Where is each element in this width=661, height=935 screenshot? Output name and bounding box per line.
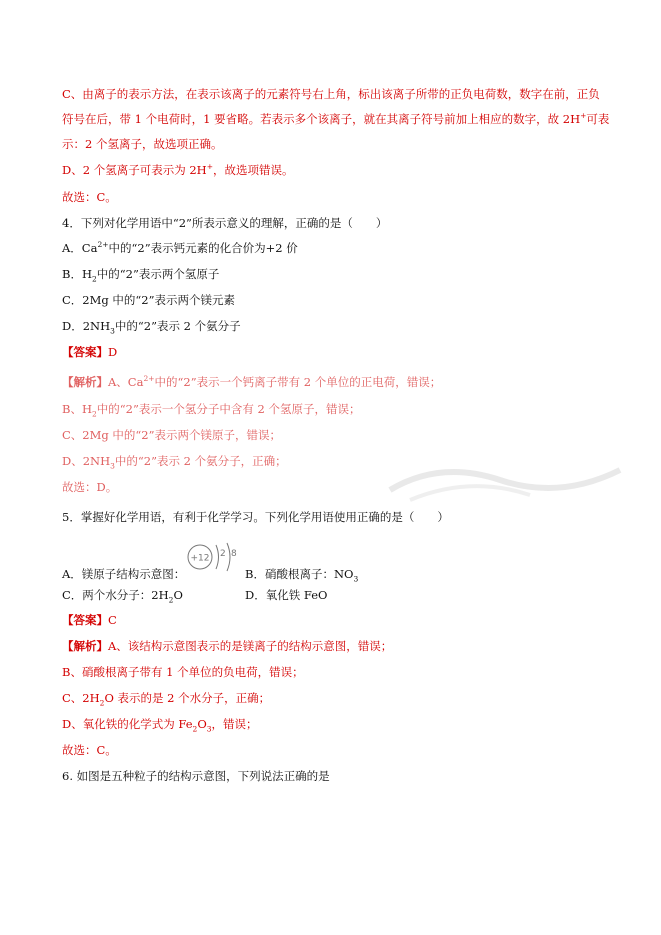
q5-option-c: C．两个水分子：$2H_2O$ bbox=[62, 588, 183, 605]
q4-option-d: D．$2NH_3$中的“2”表示 2 个氨分子 bbox=[62, 319, 241, 336]
q5-analysis-c: C、$2H_2O$ 表示的是 2 个水分子，正确； bbox=[62, 691, 271, 708]
q4-option-c: C．2Mg 中的“2”表示两个镁元素 bbox=[62, 293, 235, 307]
magnesium-structure-diagram bbox=[183, 537, 243, 579]
explanation-c-line1: C、由离子的表示方法，在表示该离子的元素符号右上角，标出该离子所带的正负电荷数，数字在前，正负 bbox=[62, 87, 600, 101]
q5-option-a: A．镁原子结构示意图： bbox=[62, 567, 186, 581]
q5-answer: 【答案】C bbox=[62, 613, 117, 627]
q4-analysis-a: 【解析】A、$Ca^{2+}$中的“2”表示一个钙离子带有 2 个单位的正电荷，错误； bbox=[62, 374, 442, 389]
q4-analysis-d: D、$2NH_3$中的“2”表示 2 个氨分子，正确； bbox=[62, 454, 287, 471]
diagram-shell2-label: 8 bbox=[231, 549, 237, 559]
q4-option-b: B．$H_2$中的“2”表示两个氢原子 bbox=[62, 267, 220, 284]
q5-analysis-d: D、氧化铁的化学式为 $Fe_2O_3$，错误； bbox=[62, 717, 258, 734]
q5-analysis-answer: 故选：C。 bbox=[62, 743, 117, 757]
q4-analysis-answer: 故选：D。 bbox=[62, 480, 118, 494]
explanation-c-line3: 示：2 个氢离子，故选项正确。 bbox=[62, 137, 223, 151]
explanation-d: D、2 个氢离子可表示为 2H+，故选项错误。 bbox=[62, 162, 294, 177]
q4-analysis-b: B、$H_2$中的“2”表示一个氢分子中含有 2 个氢原子，错误； bbox=[62, 402, 361, 419]
diagram-shell1-label: 2 bbox=[220, 549, 226, 559]
explanation-answer: 故选：C。 bbox=[62, 190, 117, 204]
watermark bbox=[380, 450, 630, 510]
q6-stem: 6. 如图是五种粒子的结构示意图，下列说法正确的是 bbox=[62, 769, 330, 783]
q4-stem: 4．下列对化学用语中“2”所表示意义的理解，正确的是（ ） bbox=[62, 216, 388, 230]
explanation-c-line2: 符号在后，带 1 个电荷时，1 要省略。若表示多个该离子，就在其离子符号前加上相应的数字，故 2H+可表 bbox=[62, 111, 610, 126]
q5-stem: 5．掌握好化学用语，有利于化学学习。下列化学用语使用正确的是（ ） bbox=[62, 510, 449, 524]
q5-analysis-a: 【解析】A、该结构示意图表示的是镁离子的结构示意图，错误； bbox=[62, 639, 393, 653]
q5-option-b: B．硝酸根离子：$NO_3$ bbox=[245, 567, 359, 584]
q4-option-a: A．$Ca^{2+}$中的“2”表示钙元素的化合价为+2 价 bbox=[62, 240, 298, 255]
q4-answer: 【答案】D bbox=[62, 345, 118, 359]
q5-analysis-b: B、硝酸根离子带有 1 个单位的负电荷，错误； bbox=[62, 665, 304, 679]
q5-option-d: D．氧化铁 FeO bbox=[245, 588, 328, 602]
diagram-nucleus-label: +12 bbox=[190, 553, 210, 564]
q4-analysis-c: C、2Mg 中的“2”表示两个镁原子，错误； bbox=[62, 428, 281, 442]
